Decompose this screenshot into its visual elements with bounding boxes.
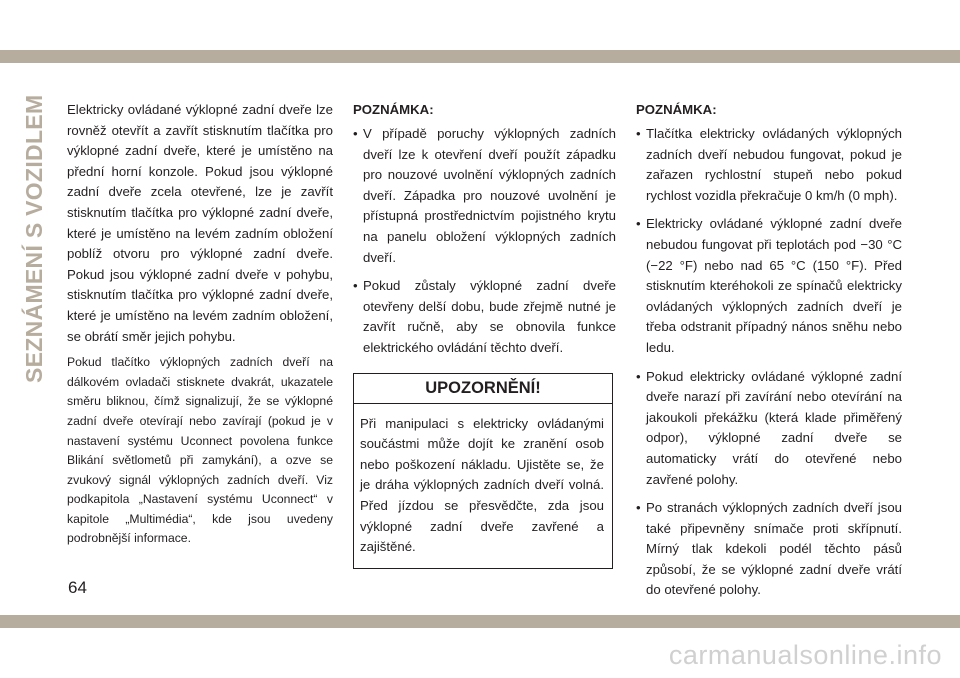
list-item-text: Po stranách výklopných zadních dveří jsou také připevněny snímače proti skřípnutí. Mírný tlak kdekoli podél těchto pásů způsobí, že se výklopné zadní dveře vrátí do otevřené polohy. (646, 500, 902, 598)
watermark-logo: carmanualsonline.info (668, 640, 942, 670)
page-number: 64 (68, 578, 87, 597)
warning-box (353, 373, 613, 569)
body-paragraph: Elektricky ovládané výklopné zadní dveře lze rovněž otevřít a zavřít stisknutím tlačítka pro výklopné zadní dveře, které je umístěno na přední horní konzole. Pokud jsou výklopné zadní dveře zcela otevřené, lze je zavřít stisknutím tlačítka pro výklopné zadní dveře, které je umístěno na levém zadním obložení poblíž otvoru pro výklopné zadní dveře. Pokud jsou výklopné zadní dveře v pohybu, stisknutím tlačítka pro výklopné zadní dveře, které je umístěno na levém zadním obložení, se obrátí směr jejich pohybu. (67, 102, 333, 344)
list-item (636, 124, 902, 206)
list-item (636, 214, 902, 358)
note-heading: POZNÁMKA: (636, 102, 717, 117)
list-item-text: Pokud zůstaly výklopné zadní dveře otevřeny delší dobu, bude zřejmě nutné je zavřít ručně, aby se obnovila funkce elektrického ovládání těchto dveří. (363, 278, 616, 355)
list-item (636, 367, 902, 491)
bullet-icon: • (353, 126, 358, 141)
list-item-text: Pokud elektricky ovládané výklopné zadní dveře narazí při zavírání nebo otevírání na jakoukoli překážku (která klade přiměřený odpor), výklopné zadní dveře se automaticky vrátí do otevřené nebo zavřené polohy. (646, 368, 902, 487)
bullet-icon: • (636, 216, 641, 232)
column-left (67, 100, 333, 549)
footer-rule (0, 615, 960, 628)
list-item-text: V případě poruchy výklopných zadních dveří lze k otevření dveří použít západku pro nouzové uvolnění výklopných zadních dveří. Západka pro nouzové uvolnění je přístupná prostřednictvím pojistného krytu na panelu obložení výklopných zadních dveří. (363, 126, 616, 265)
top-margin (0, 0, 960, 48)
list-item (353, 276, 616, 358)
list-item (353, 124, 616, 268)
header-rule (0, 50, 960, 63)
bullet-icon: • (636, 368, 641, 384)
warning-title: UPOZORNĚNÍ! (354, 374, 612, 404)
column-right (636, 100, 902, 609)
section-side-title: SEZNÁMENÍ S VOZIDLEM (21, 94, 47, 383)
list-item (636, 498, 902, 601)
note-heading: POZNÁMKA: (353, 102, 434, 117)
list-item-text: Elektricky ovládané výklopné zadní dveře nebudou fungovat při teplotách pod −30 °C (−22 °F) nebo nad 65 °C (150 °F). Před stisknutím kteréhokoli ze spínačů elektricky ovládaných výklopných zadních dveří je třeba odstranit případný nános sněhu nebo ledu. (646, 216, 902, 355)
body-paragraph-small: Pokud tlačítko výklopných zadních dveří na dálkovém ovladači stisknete dvakrát, ukazatele směru bliknou, čímž signalizují, že se výklopné zadní dveře otevírají nebo zavírají (pokud je v nastavení systému Uconnect povolena funkce Blikání světlometů při zamykání), a ozve se zvukový signál výklopných zadních dveří. Viz podkapitola „Nastavení systému Uconnect“ v kapitole „Multimédia“, kde jsou uvedeny podrobnější informace. (67, 355, 333, 546)
bullet-icon: • (353, 278, 358, 294)
column-middle (353, 100, 616, 569)
list-item-text: Tlačítka elektricky ovládaných výklopných zadních dveří nebudou fungovat, pokud je zařazen rychlostní stupeň nebo pokud rychlost vozidla překračuje 0 km/h (0 mph). (646, 126, 902, 203)
note-list (636, 124, 902, 601)
note-list (353, 124, 616, 359)
bullet-icon: • (636, 500, 641, 516)
warning-text: Při manipulaci s elektricky ovládanými součástmi může dojít ke zranění osob nebo poškození nákladu. Ujistěte se, že je dráha výklopných zadních dveří volná. Před jízdou se přesvědčte, zda jsou výklopné zadní dveře zavřené a zajištěné. (360, 415, 604, 555)
bullet-icon: • (636, 126, 641, 141)
